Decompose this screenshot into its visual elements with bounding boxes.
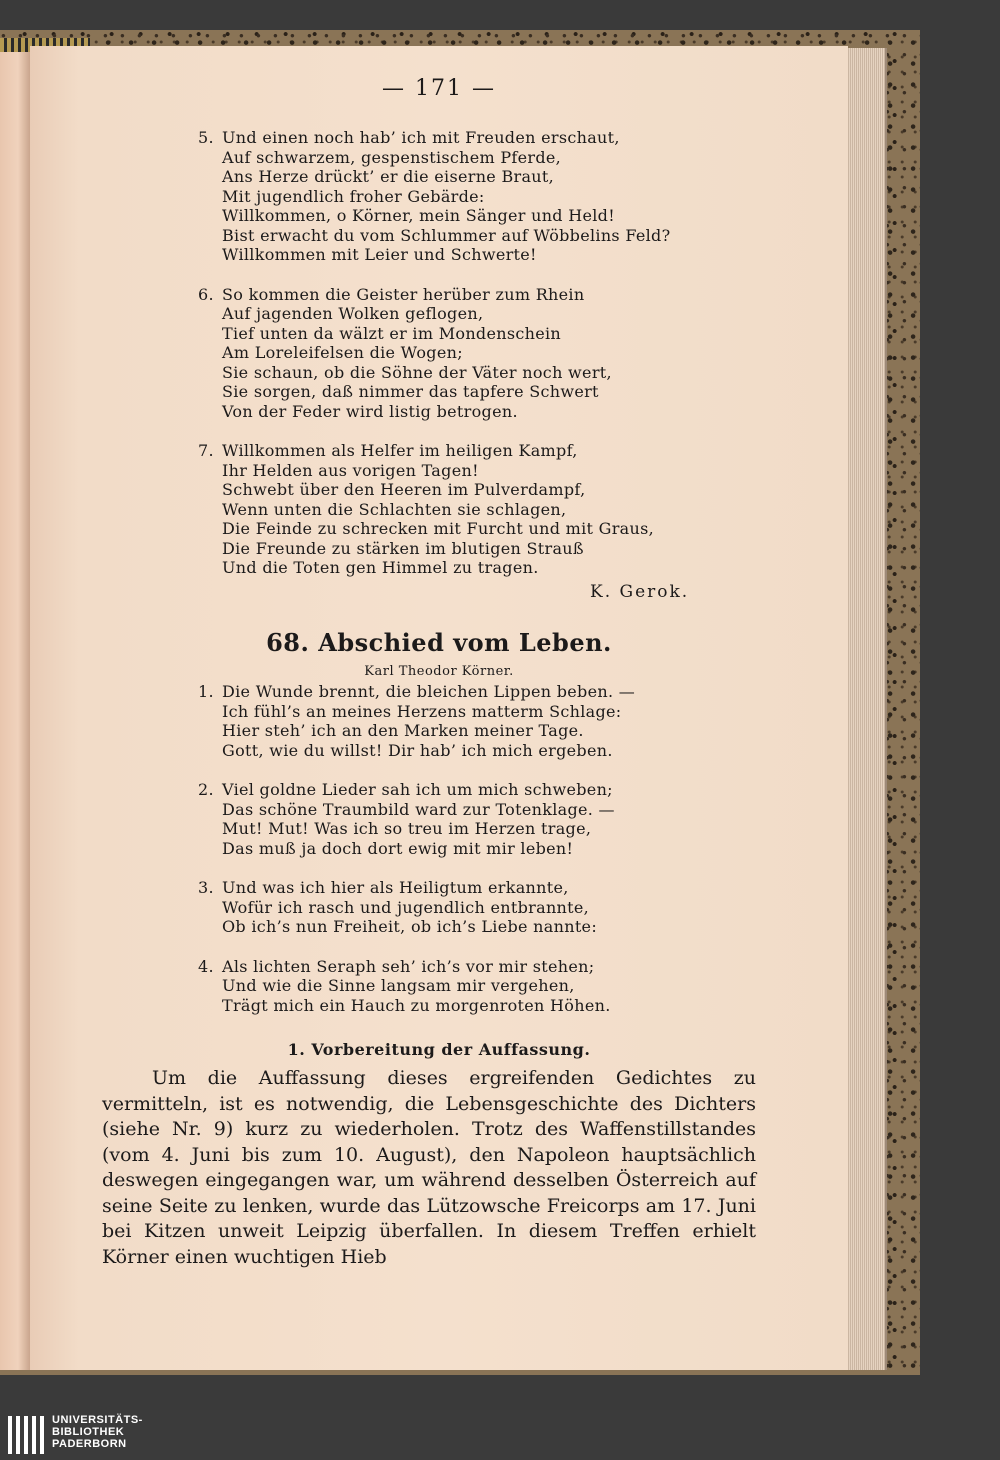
poem-line: Die Freunde zu stärken im blutigen Strauß xyxy=(222,538,584,558)
stanza-number: 6. xyxy=(198,284,214,304)
poem-line: Hier steh’ ich an den Marken meiner Tage. xyxy=(222,721,584,740)
stanza-number: 1. xyxy=(198,682,214,701)
poem-line: 4. Als lichten Seraph seh’ ich’s vor mir stehen; xyxy=(198,956,595,976)
poem-line: Die Feinde zu schrecken mit Furcht und mit Graus, xyxy=(222,519,654,538)
poem-line: 2. Viel goldne Lieder sah ich um mich schweben; xyxy=(198,780,613,799)
poem-line: Auf schwarzem, gespenstischem Pferde, xyxy=(222,147,562,167)
poem-subauthor: Karl Theodor Körner. xyxy=(364,664,514,679)
book-page xyxy=(30,46,848,1370)
prose-paragraph: Um die Auffassung dieses ergreifenden Gedichtes zu vermitteln, ist es notwendig, die Lebensgeschichte des Dichters (siehe Nr. 9) kurz zu wiederholen. Trotz des Waffenstillstandes (vom 4. Juni bis zum 10. August), den Napoleon hauptsächlich deswegen eingegangen war, um während desselben Österreich auf seine Seite zu lenken, wurde das Lützowsche Freicorps am 17. Juni bei Kitzen unweit Leipzig überfallen. In diesem Treffen erhielt Körner einen wuchtigen Hieb xyxy=(102,1067,756,1268)
stanza-number: 2. xyxy=(198,780,214,799)
stanza xyxy=(198,682,635,760)
poem-line: 1. Die Wunde brennt, die bleichen Lippen beben. — xyxy=(198,682,636,701)
poem-line: Wenn unten die Schlachten sie schlagen, xyxy=(222,499,567,519)
stanza-number: 4. xyxy=(198,956,214,976)
poem-line: Und die Toten gen Himmel zu tragen. xyxy=(222,558,539,577)
poem-line: Und wie die Sinne langsam mir vergehen, xyxy=(222,976,575,995)
poem-line: Mit jugendlich froher Gebärde: xyxy=(222,186,485,206)
poem-line: Ans Herze drückt’ er die eiserne Braut, xyxy=(222,167,555,186)
poem-line: Gott, wie du willst! Dir hab’ ich mich ergeben. xyxy=(222,740,613,760)
poem-line: Trägt mich ein Hauch zu morgenroten Höhen. xyxy=(222,995,611,1015)
poem-line: Auf jagenden Wolken geflogen, xyxy=(222,304,484,323)
poem-line: Schwebt über den Heeren im Pulverdampf, xyxy=(222,480,586,499)
stanza-number: 7. xyxy=(198,441,214,460)
poem-line: Tief unten da wälzt er im Mondenschein xyxy=(222,323,562,343)
poem-line: Das schöne Traumbild ward zur Totenklage. — xyxy=(222,799,615,819)
poem-line: Bist erwacht du vom Schlummer auf Wöbbelins Feld? xyxy=(222,225,671,245)
stanza xyxy=(198,957,635,1016)
poem-line: Willkommen mit Leier und Schwerte! xyxy=(222,245,537,264)
stanza xyxy=(198,128,670,265)
section-heading: 1. Vorbereitung der Auffassung. xyxy=(287,1040,591,1059)
page-number: — 171 — xyxy=(382,76,496,101)
poem-koerner xyxy=(198,682,635,1035)
poem-line: Am Loreleifelsen die Wogen; xyxy=(222,343,463,362)
poem-line: 5. Und einen noch hab’ ich mit Freuden erschaut, xyxy=(198,128,620,147)
poem-line: 7. Willkommen als Helfer im heiligen Kampf, xyxy=(198,441,578,460)
library-footer xyxy=(0,1410,1000,1460)
logo-line-3: PADERBORN xyxy=(52,1438,127,1450)
poem-line: Ihr Helden aus vorigen Tagen! xyxy=(222,460,479,480)
stanza xyxy=(198,878,635,937)
prose-text xyxy=(102,1066,756,1270)
stanza xyxy=(198,780,635,858)
poem-line: Willkommen, o Körner, mein Sänger und Held! xyxy=(222,206,615,225)
poem-author: K. Gerok. xyxy=(590,582,690,602)
poem-line: Mut! Mut! Was ich so treu im Herzen trage, xyxy=(222,819,592,838)
poem-line: Sie schaun, ob die Söhne der Väter noch wert, xyxy=(222,362,612,382)
poem-line: Ob ich’s nun Freiheit, ob ich’s Liebe nannte: xyxy=(222,917,598,936)
stanza xyxy=(198,441,670,578)
poem-line: 6. So kommen die Geister herüber zum Rhein xyxy=(198,284,585,304)
poem-gerok xyxy=(198,128,670,598)
poem-line: Von der Feder wird listig betrogen. xyxy=(222,401,518,421)
poem-line: Ich fühl’s an meines Herzens matterm Schlage: xyxy=(222,701,622,721)
poem-line: 3. Und was ich hier als Heiligtum erkannte, xyxy=(198,878,569,897)
logo-line-1: UNIVERSITÄTS- xyxy=(52,1414,143,1426)
stanza xyxy=(198,285,670,422)
page-edges xyxy=(845,48,887,1370)
library-logo-icon xyxy=(8,1416,44,1454)
stanza-number: 3. xyxy=(198,878,214,897)
poem-line: Wofür ich rasch und jugendlich entbrannte, xyxy=(222,897,590,917)
poem-line: Das muß ja doch dort ewig mit mir leben! xyxy=(222,838,574,858)
stanza-number: 5. xyxy=(198,128,214,147)
logo-line-2: BIBLIOTHEK xyxy=(52,1426,125,1438)
library-logo-text xyxy=(52,1414,143,1450)
poem-title: 68. Abschied vom Leben. xyxy=(266,628,612,657)
poem-line: Sie sorgen, daß nimmer das tapfere Schwert xyxy=(222,382,599,401)
left-page-edge xyxy=(0,52,30,1370)
